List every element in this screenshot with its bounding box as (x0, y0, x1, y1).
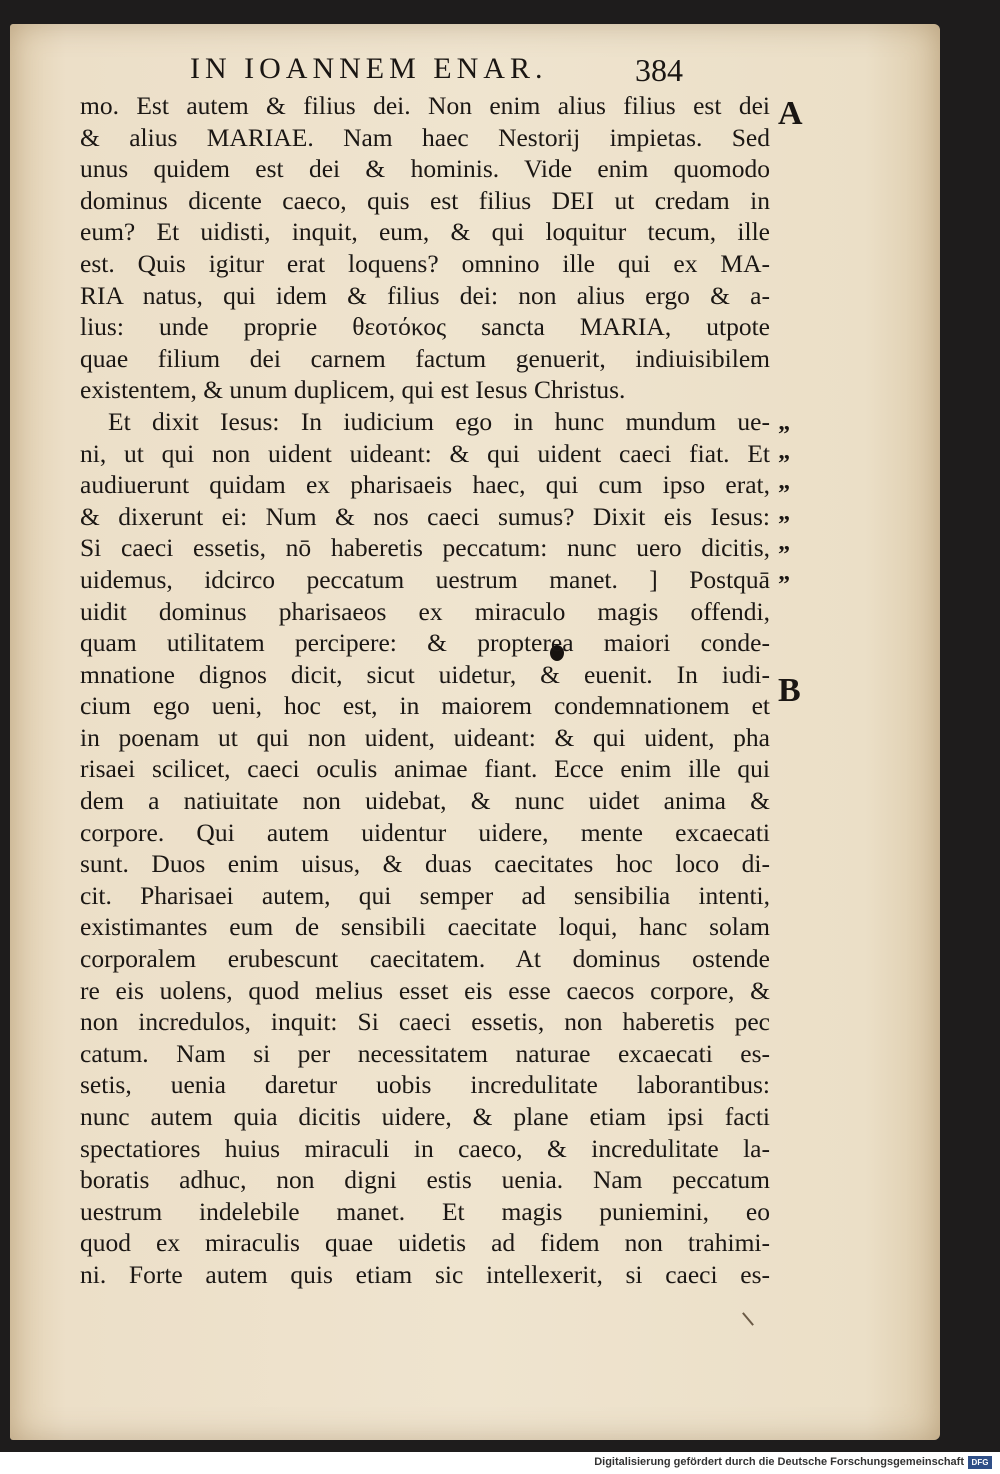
funding-credit: Digitalisierung gefördert durch die Deutsche Forschungsgemeinschaft (594, 1456, 964, 1468)
text-line: setis, uenia daretur uobis incredulitate laborantibus: (80, 1070, 770, 1100)
text-line: cium ego ueni, hoc est, in maiorem condemnationem et (80, 691, 770, 721)
text-line: nunc autem quia dicitis uidere, & plane etiam ipsi facti (80, 1102, 770, 1131)
text-line: quae filium dei carnem factum genuerit, indiuisibilem (80, 343, 770, 373)
text-line: unus quidem est dei & hominis. Vide enim quomodo (80, 154, 770, 184)
quote-mark: ” (778, 572, 790, 598)
text-line: existentem, & unum duplicem, qui est Iesus Christus. (80, 375, 626, 405)
quote-mark: ” (778, 451, 790, 477)
text-line: dem a natiuitate non uidebat, & nunc uidet anima & (80, 786, 770, 816)
margin-letter-a: A (778, 95, 803, 132)
text-line: uestrum indelebile manet. Et magis puniemini, eo (80, 1196, 770, 1226)
dfg-logo: DFG (968, 1456, 992, 1469)
footer-bar (0, 1452, 1000, 1474)
quote-mark: ” (778, 542, 790, 568)
text-line: est. Quis igitur erat loquens? omnino ille qui ex MA- (80, 248, 770, 278)
text-line: corporalem erubescunt caecitatem. At dominus ostende (80, 944, 770, 974)
text-line: catum. Nam si per necessitatem naturae excaecati es- (80, 1038, 770, 1068)
text-line: ni, ut qui non uident uideant: & qui uident caeci fiat. Et (80, 438, 770, 468)
text-line: boratis adhuc, non digni estis uenia. Nam peccatum (80, 1165, 770, 1195)
body-text (80, 90, 770, 1291)
page-number: 384 (635, 52, 683, 88)
text-line: risaei scilicet, caeci oculis animae fiant. Ecce enim ille qui (80, 754, 770, 784)
text-line: spectatiores huius miraculi in caeco, & incredulitate la- (80, 1133, 770, 1163)
text-line: cit. Pharisaei autem, qui semper ad sensibilia intenti, (80, 880, 770, 910)
running-head: IN IOANNEM ENAR. (190, 52, 548, 85)
text-line: sunt. Duos enim uisus, & duas caecitates hoc loco di- (80, 849, 770, 879)
text-line: existimantes eum de sensibili caecitate loqui, hanc solam (80, 912, 770, 942)
text-line: lius: unde proprie θεοτόκος sancta MARIA, utpote (80, 312, 770, 342)
text-line: eum? Et uidisti, inquit, eum, & qui loquitur tecum, ille (80, 217, 770, 247)
text-line: mo. Est autem & filius dei. Non enim alius filius est dei (80, 91, 770, 120)
text-line: ni. Forte autem quis etiam sic intellexerit, si caeci es- (80, 1259, 770, 1289)
quote-mark: ” (778, 512, 790, 538)
text-line: non incredulos, inquit: Si caeci essetis, non haberetis pec (80, 1007, 770, 1037)
text-line: uidemus, idcirco peccatum uestrum manet. ] Postquā (80, 564, 770, 594)
text-line: mnatione dignos dicit, sicut uidetur, & euenit. In iudi- (80, 659, 770, 689)
text-line: & dixerunt ei: Num & nos caeci sumus? Dixit eis Iesus: (80, 501, 770, 531)
text-line: uidit dominus pharisaeos ex miraculo magis offendi, (80, 596, 770, 626)
text-line: Et dixit Iesus: In iudicium ego in hunc mundum ue- (108, 406, 770, 436)
text-line: audiuerunt quidam ex pharisaeis haec, qui cum ipso erat, (80, 470, 770, 500)
text-line: quam utilitatem percipere: & propterea maiori conde- (80, 628, 770, 658)
text-line: dominus dicente caeco, quis est filius DEI ut credam in (80, 185, 770, 215)
text-line: & alius MARIAE. Nam haec Nestorij impietas. Sed (80, 122, 770, 152)
text-line: RIA natus, qui idem & filius dei: non alius ergo & a- (80, 280, 770, 310)
text-line: quod ex miraculis quae uidetis ad fidem non trahimi- (80, 1228, 770, 1258)
quote-mark: ” (778, 481, 790, 507)
margin-letter-b: B (778, 672, 801, 709)
text-line: Si caeci essetis, nō haberetis peccatum: nunc uero dicitis, (80, 533, 770, 563)
quote-mark: ” (778, 422, 790, 448)
text-line: corpore. Qui autem uidentur uidere, mente excaecati (80, 817, 770, 847)
text-line: re eis uolens, quod melius esset eis esse caecos corpore, & (80, 975, 770, 1005)
text-line: in poenam ut qui non uident, uideant: & qui uident, pha (80, 722, 770, 752)
